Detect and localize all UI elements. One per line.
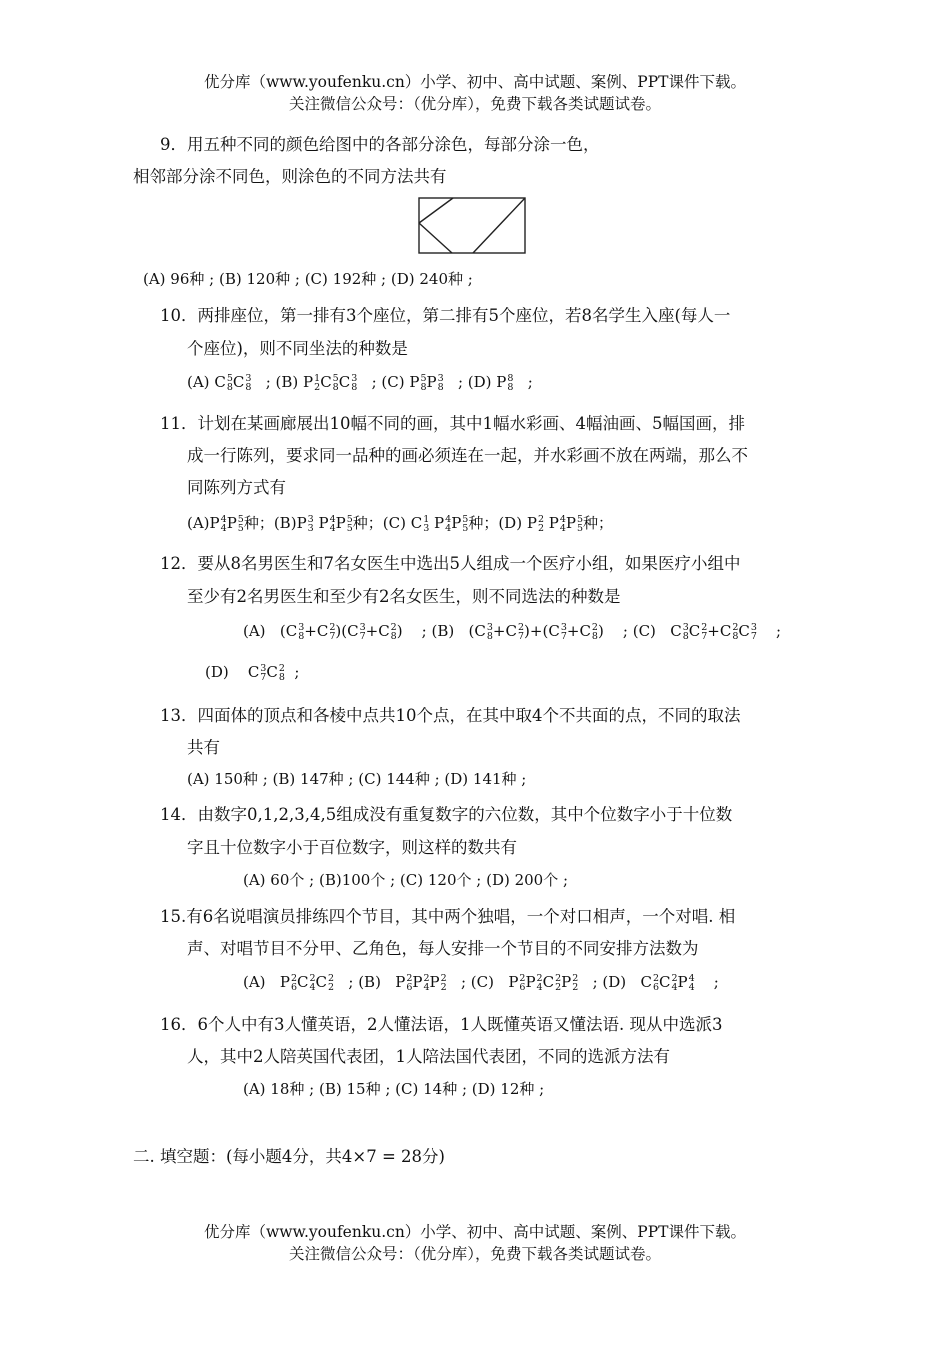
q11-b-p2: P 4 4	[318, 514, 336, 534]
header-line-2: 关注微信公众号：（优分库），免费下载各类试题试卷。	[288, 95, 661, 113]
q15-options	[243, 973, 719, 992]
q12-d-c1: C 3 7	[247, 663, 267, 683]
q15-b-p3: P 2 2	[429, 973, 447, 993]
q11-c-c1: C 1 3	[410, 514, 430, 534]
q12-c-c1: C 3 8	[670, 622, 689, 642]
q11-c-p2: P 5 5	[451, 514, 469, 534]
q11-line-2: 成一行陈列，要求同一品种的画必须连在一起，并水彩画不放在两端，那么不	[187, 446, 748, 465]
footer-line-1: 优分库（www.youfenku.cn）小学、初中、高中试题、案例、PPT课件下载。	[203, 1223, 747, 1241]
q10-label-c: ; (C)	[371, 373, 405, 391]
q10-label-a: (A)	[187, 373, 210, 391]
q11-c-p1: P 4 4	[434, 514, 452, 534]
q15-b-p2: P 2 4	[412, 973, 430, 993]
q11-d-p1: P 2 2	[526, 514, 544, 534]
q15-c-p2: P 2 4	[525, 973, 543, 993]
footer-line-2: 关注微信公众号：（优分库），免费下载各类试题试卷。	[288, 1245, 661, 1263]
q10-c-p2: P 3 8	[426, 373, 444, 393]
q12-a-c2: C 2 7	[316, 622, 336, 642]
q12-end-d: ;	[294, 663, 300, 681]
header-line-1: 优分库（www.youfenku.cn）小学、初中、高中试题、案例、PPT课件下载。	[203, 73, 747, 91]
q11-d-p2: P 4 4	[548, 514, 566, 534]
q11-b-p1: P 3 3	[296, 514, 314, 534]
q15-line-2: 声、对唱节目不分甲、乙角色，每人安排一个节目的不同安排方法数为	[187, 939, 699, 958]
q15-d-c1: C 2 6	[640, 973, 659, 993]
q10-b-c1: C 5 8	[320, 373, 339, 393]
q12-line-1: 12．要从8名男医生和7名女医生中选出5人组成一个医疗小组，如果医疗小组中	[160, 554, 741, 573]
q9-line-1: 9．用五种不同的颜色给图中的各部分涂色，每部分涂一色，	[160, 135, 600, 154]
q14-line-1: 14．由数字0,1,2,3,4,5组成没有重复数字的六位数，其中个位数字小于十位数	[160, 805, 733, 824]
q15-d-c2: C 2 4	[658, 973, 678, 993]
q15-end: ;	[713, 973, 719, 991]
q11-end: 种；	[583, 514, 614, 532]
q14-line-2: 字且十位数字小于百位数字，则这样的数共有	[187, 838, 517, 857]
q11-label-d: 种；(D)	[468, 514, 523, 532]
q11-options	[187, 512, 613, 533]
q12-label-b: ; (B)	[421, 622, 455, 640]
q12-label-a: (A)	[243, 622, 266, 640]
q13-line-2: 共有	[187, 738, 220, 757]
q12-a-c4: C 2 8	[378, 622, 397, 642]
q12-c-c3: C 2 8	[719, 622, 739, 642]
q12-line-2: 至少有2名男医生和至少有2名女医生，则不同选法的种数是	[187, 587, 621, 606]
q12-end-c: ;	[776, 622, 782, 640]
q12-b-c4: C 2 8	[579, 622, 598, 642]
q15-a-c1: C 2 4	[297, 973, 316, 993]
q16-line-2: 人，其中2人陪英国代表团，1人陪法国代表团，不同的选派方法有	[187, 1047, 670, 1066]
q11-a-p2: P 5 5	[226, 514, 244, 534]
q9-options: (A) 96种 ; (B) 120种 ; (C) 192种 ; (D) 240种 ;	[143, 270, 473, 288]
q15-a-c2: C 2 2	[315, 973, 335, 993]
q10-d-p1: P 8 8	[496, 373, 514, 393]
q15-label-c: ; (C)	[460, 973, 494, 991]
q15-label-d: ; (D)	[592, 973, 627, 991]
q15-label-a: (A)	[243, 973, 266, 991]
q12-label-d: (D)	[205, 663, 229, 681]
q10-b-c2: C 3 8	[338, 373, 358, 393]
q11-d-p3: P 5 5	[565, 514, 584, 534]
q13-line-1: 13．四面体的顶点和各棱中点共10个点，在其中取4个不共面的点，不同的取法	[160, 706, 741, 725]
q15-c-p3: P 2 2	[561, 973, 579, 993]
q9-figure-border	[419, 198, 525, 253]
q16-options: (A) 18种 ; (B) 15种 ; (C) 14种 ; (D) 12种 ;	[243, 1080, 545, 1098]
q15-a-p1: P 2 6	[279, 973, 297, 993]
q10-a-c1: C 5 8	[214, 373, 233, 393]
q10-c-p1: P 5 8	[409, 373, 427, 393]
q11-label-b: 种；(B)	[243, 514, 297, 532]
q12-b-c1: C 3 8	[474, 622, 493, 642]
q14-options: (A) 60个 ; (B)100个 ; (C) 120个 ; (D) 200个 ;	[243, 871, 569, 889]
q10-a-c2: C 3 8	[232, 373, 252, 393]
q10-options	[187, 373, 533, 392]
q15-line-1: 15.有6名说唱演员排练四个节目，其中两个独唱，一个对口相声，一个对唱. 相	[160, 907, 736, 926]
q15-d-p1: P 4 4	[677, 973, 695, 993]
q15-b-p1: P 2 6	[395, 973, 413, 993]
q9-figure-line-1	[419, 198, 453, 223]
q15-c-c1: C 2 2	[542, 973, 562, 993]
q12-d-c2: C 2 8	[266, 663, 285, 683]
q11-b-p3: P 5 5	[335, 514, 353, 534]
q12-c-c4: C 3 7	[738, 622, 757, 642]
q11-label-c: 种；(C)	[352, 514, 406, 532]
q11-line-1: 11．计划在某画廊展出10幅不同的画，其中1幅水彩画、4幅油画、5幅国画，排	[160, 414, 745, 433]
q10-end: ;	[527, 373, 533, 391]
q11-line-3: 同陈列方式有	[187, 478, 286, 497]
q12-options-abc: (A) (C 3 8 +C 2 7 )(C 3 7 +C 2 8 ) ; (B) (C 3 8 +C 2 7 )+(C 3 7 +C 2 8 ) ; (C) C 3 8 C 2 7 +C 2 8 C 3 7 ;	[243, 622, 782, 642]
q12-b-c2: C 2 7	[505, 622, 525, 642]
q10-label-d: ; (D)	[457, 373, 492, 391]
q12-c-c2: C 2 7	[688, 622, 708, 642]
q12-b-c3: C 3 7	[548, 622, 567, 642]
q12-a-c3: C 3 7	[347, 622, 366, 642]
q15-label-b: ; (B)	[348, 973, 381, 991]
q10-label-b: ; (B)	[265, 373, 299, 391]
q10-line-2: 个座位)，则不同坐法的种数是	[187, 339, 408, 358]
q9-figure-line-2	[419, 223, 452, 253]
q10-line-1: 10．两排座位，第一排有3个座位，第二排有5个座位，若8名学生入座(每人一	[160, 306, 731, 325]
q11-a-p1: P 4 4	[209, 514, 227, 534]
q16-line-1: 16．6个人中有3人懂英语，2人懂法语，1人既懂英语又懂法语. 现从中选派3	[160, 1015, 723, 1034]
q9-figure-line-3	[473, 198, 525, 253]
q10-b-p1: P 1 2	[303, 373, 321, 393]
q12-a-c1: C 3 8	[285, 622, 305, 642]
q12-label-c: ; (C)	[622, 622, 656, 640]
q12-options-d	[205, 663, 299, 682]
q15-c-p1: P 2 6	[508, 973, 526, 993]
q11-label-a: (A)	[187, 514, 210, 532]
q9-rectangle-figure	[418, 195, 528, 255]
section-2-title: 二. 填空题：(每小题4分，共4×7 = 28分)	[133, 1147, 445, 1166]
q9-line-2: 相邻部分涂不同色，则涂色的不同方法共有	[133, 167, 447, 186]
q13-options: (A) 150种 ; (B) 147种 ; (C) 144种 ; (D) 141种 ;	[187, 770, 527, 788]
